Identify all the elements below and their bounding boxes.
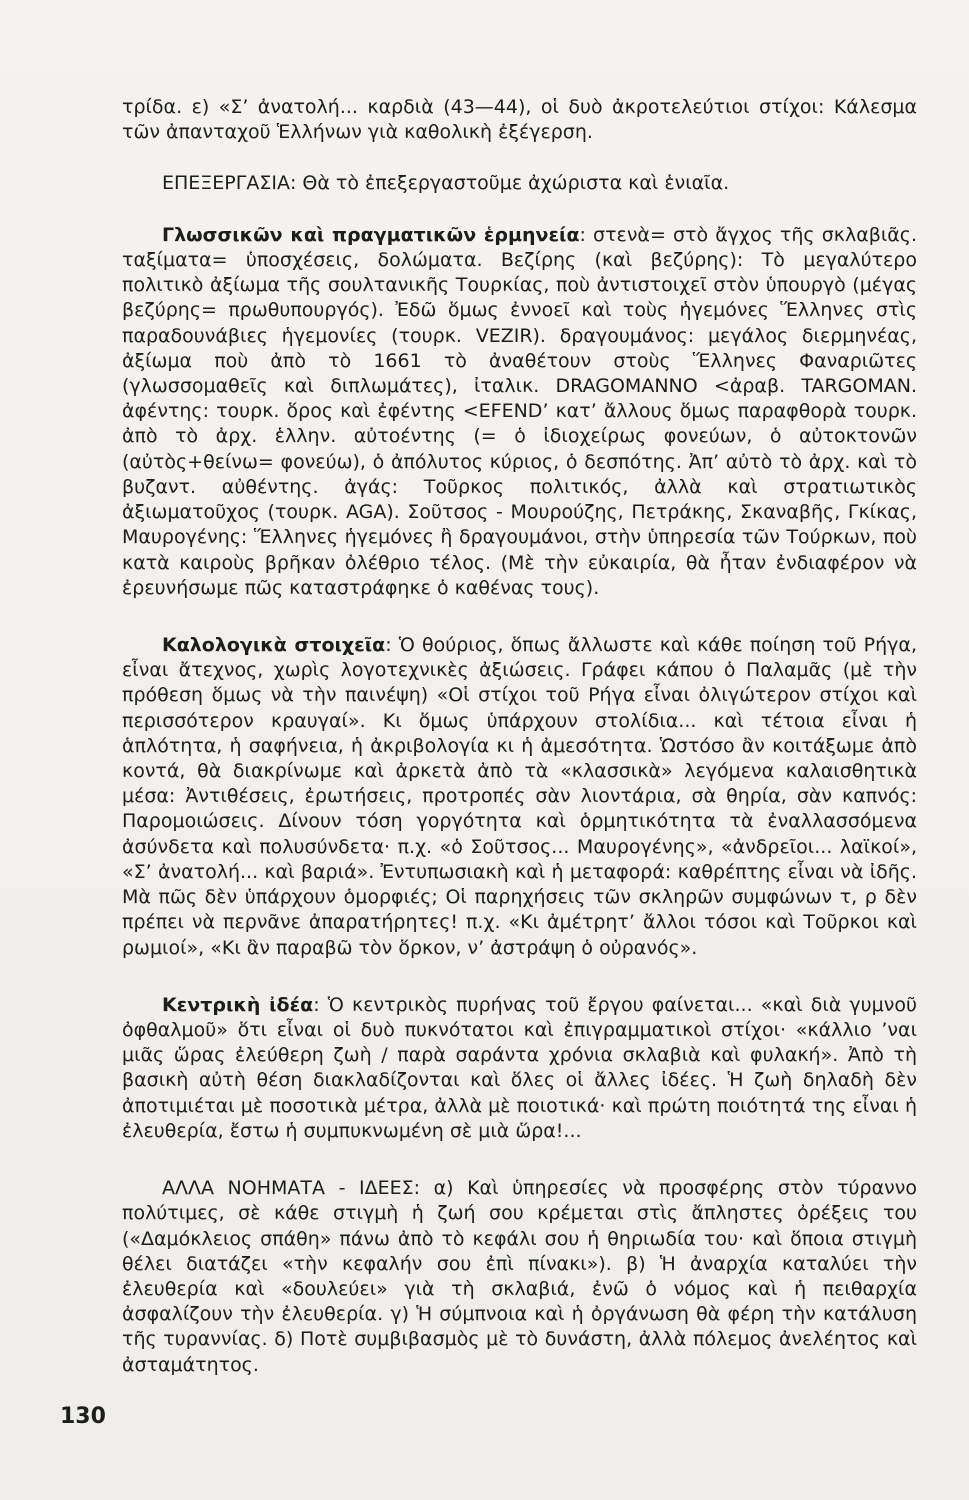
- central-idea-heading: Κεντρικὴ ἰδέα: [162, 993, 314, 1016]
- central-idea-body: : Ὁ κεντρικὸς πυρήνας τοῦ ἔργου φαίνεται... «καὶ διὰ γυμνοῦ ὀφθαλμοῦ» ὅτι εἶναι οἱ δυὸ πυκνότατοι καὶ ἐπιγραμματικοὶ στίχοι· «κάλλιο ’ναι μιᾶς ὥρας ἐλεύθερη ζωὴ / παρὰ σαράντα χρόνια σκλαβιὰ καὶ φυλακή». Ἀπὸ τὴ βασικὴ αὐτὴ θέση διακλαδίζονται καὶ ὅλες οἱ ἄλλες ἰδέες. Ἡ ζωὴ δηλαδὴ δὲν ἀποτιμιέται μὲ ποσοτικὰ μέτρα, ἀλλὰ μὲ ποιοτικά· καὶ πρώτη ποιότητά της εἶναι ἡ ἐλευθερία, ἔστω ἡ συμπυκνωμένη σὲ μιὰ ὥρα!...: [122, 993, 917, 1142]
- paragraph-central-idea: [122, 993, 917, 1144]
- glossary-body: : στενὰ= στὸ ἄγχος τῆς σκλαβιᾶς. ταξίματα= ὑποσχέσεις, δολώματα. Βεζίρης (καὶ βεζύρης): Τὸ μεγαλύτερο πολιτικὸ ἀξίωμα τῆς σουλτανικῆς Τουρκίας, ποὺ ἀντιστοιχεῖ στὸν ὑπουργὸ (μέγας βεζύρης= πρωθυπουργός). Ἐδῶ ὅμως ἐννοεῖ καὶ τοὺς ἡγεμόνες Ἕλληνες στὶς παραδουνάβιες ἡγεμονίες (τουρκ. VEZIR). δραγουμάνος: μεγάλος διερμηνέας, ἀξίωμα ποὺ ἀπὸ τὸ 1661 τὸ ἀναθέτουν στοὺς Ἕλληνες Φαναριῶτες (γλωσσομαθεῖς καὶ διπλωμάτες), ἰταλικ. DRAGOMANNO <ἀραβ. TARGOMAN. ἀφέντης: τουρκ. ὅρος καὶ ἐφέντης <EFEND’ κατ’ ἄλλους ὅμως παραφθορὰ τουρκ. ἀπὸ τὸ ἀρχ. ἑλλην. αὐτοέντης (= ὁ ἰδιοχείρως φονεύων, ὁ αὐτοκτονῶν (αὐτὸς+θείνω= φονεύω), ὁ ἀπόλυτος κύριος, ὁ δεσπότης. Ἀπ’ αὐτὸ τὸ ἀρχ. καὶ τὸ βυζαντ. αὐθέντης. ἀγάς: Τοῦρκος πολιτικός, ἀλλὰ καὶ στρατιωτικὸς ἀξιωματοῦχος (τουρκ. AGA). Σοῦτσος - Μουρούζης, Πετράκης, Σκαναβῆς, Γκίκας, Μαυρογένης: Ἕλληνες ἡγεμόνες ἢ δραγουμάνοι, στὴν ὑπηρεσία τῶν Τούρκων, ποὺ κατὰ καιροὺς βρῆκαν ὀλέθριο τέλος. (Μὲ τὴν εὐκαιρία, θὰ ἦταν ἐνδιαφέρον νὰ ἐρευνήσωμε πῶς καταστράφηκε ὁ καθένας τους).: [122, 223, 917, 599]
- paragraph-intro: τρίδα. ε) «Σ’ ἀνατολή... καρδιὰ (43—44), οἱ δυὸ ἀκροτελεύτιοι στίχοι: Κάλεσμα τῶν ἀπανταχοῦ Ἑλλήνων γιὰ καθολικὴ ἐξέγερση.: [122, 96, 917, 144]
- body-text: [122, 95, 917, 1378]
- paragraph-glossary: [122, 223, 917, 601]
- kalologika-body: : Ὁ θούριος, ὅπως ἄλλωστε καὶ κάθε ποίηση τοῦ Ρήγα, εἶναι ἄτεχνος, χωρὶς λογοτεχνικὲς ἀξιώσεις. Γράφει κάπου ὁ Παλαμᾶς (μὲ τὴν πρόθεση ὅμως νὰ τὴν παινέψη) «Οἱ στίχοι τοῦ Ρήγα εἶναι ὀλιγώτερον στίχοι καὶ περισσότερον κραυγαί». Κι ὅμως ὑπάρχουν στολίδια... καὶ τέτοια εἶναι ἡ ἁπλότητα, ἡ σαφήνεια, ἡ ἀκριβολογία κι ἡ ἀμεσότητα. Ὡστόσο ἂν κοιτάξωμε ἀπὸ κοντά, θὰ διακρίνωμε καὶ ἀρκετὰ ἀπὸ τὰ «κλασσικὰ» λεγόμενα καλαισθητικὰ μέσα: Ἀντιθέσεις, ἐρωτήσεις, προτροπές σὰν λιοντάρια, σὰ θηρία, σὰν καπνός: Παρομοιώσεις. Δίνουν τόση γοργότητα καὶ ὁρμητικότητα τὰ ἐναλλασσόμενα ἀσύνδετα καὶ πολυσύνδετα· π.χ. «ὁ Σοῦτσος... Μαυρογένης», «ἀνδρεῖοι... λαϊκοί», «Σ’ ἀνατολή... καὶ βαριά». Ἐντυπωσιακὴ καὶ ἡ μεταφορά: καθρέπτης εἶναι νὰ ἰδῆς. Μὰ πῶς δὲν ὑπάρχουν ὁμορφιές; Οἱ παρηχήσεις τῶν σκληρῶν συμφώνων τ, ρ δὲν πρέπει νὰ περνᾶνε ἀπαρατήρητες! π.χ. «Κι ἀμέτρητ’ ἄλλοι τόσοι καὶ Τοῦρκοι καὶ ρωμιοί», «Κι ἂν παραβῶ τὸν ὅρκον, ν’ ἀστράψη ὁ οὐρανός».: [122, 633, 917, 959]
- glossary-heading: Γλωσσικῶν καὶ πραγματικῶν ἑρμηνεία: [162, 223, 580, 246]
- paragraph-epexergasia: ΕΠΕΞΕΡΓΑΣΙΑ: Θὰ τὸ ἐπεξεργαστοῦμε ἀχώριστα καὶ ἑνιαῖα.: [162, 172, 730, 195]
- kalologika-heading: Καλολογικὰ στοιχεῖα: [162, 633, 386, 656]
- page-number: 130: [60, 1404, 106, 1429]
- paragraph-kalologika: [122, 633, 917, 961]
- paragraph-other-ideas: ΑΛΛΑ ΝΟΗΜΑΤΑ - ΙΔΕΕΣ: α) Καὶ ὑπηρεσίες νὰ προσφέρης στὸν τύραννο πολύτιμες, σὲ κάθε στιγμὴ ἡ ζωή σου κρέμεται στὶς ἄπληστες ὀρέξεις του («Δαμόκλειος σπάθη» πάνω ἀπὸ τὸ κεφάλι σου ἡ θηριωδία του· καὶ ὅποια στιγμὴ θέλει διατάζει «τὴν κεφαλήν σου ἐπὶ πίνακι»). β) Ἡ ἀναρχία καταλύει τὴν ἐλευθερία καὶ «δουλεύει» γιὰ τὴ σκλαβιά, ἐνῶ ὁ νόμος καὶ ἡ πειθαρχία ἀσφαλίζουν τὴν ἐλευθερία. γ) Ἡ σύμπνοια καὶ ἡ ὀργάνωση θὰ φέρη τὴν κατάλυση τῆς τυραννίας. δ) Ποτὲ συμβιβασμὸς μὲ τὸ δυνάστη, ἀλλὰ πόλεμος ἀνελέητος καὶ ἀσταμάτητος.: [122, 1177, 917, 1376]
